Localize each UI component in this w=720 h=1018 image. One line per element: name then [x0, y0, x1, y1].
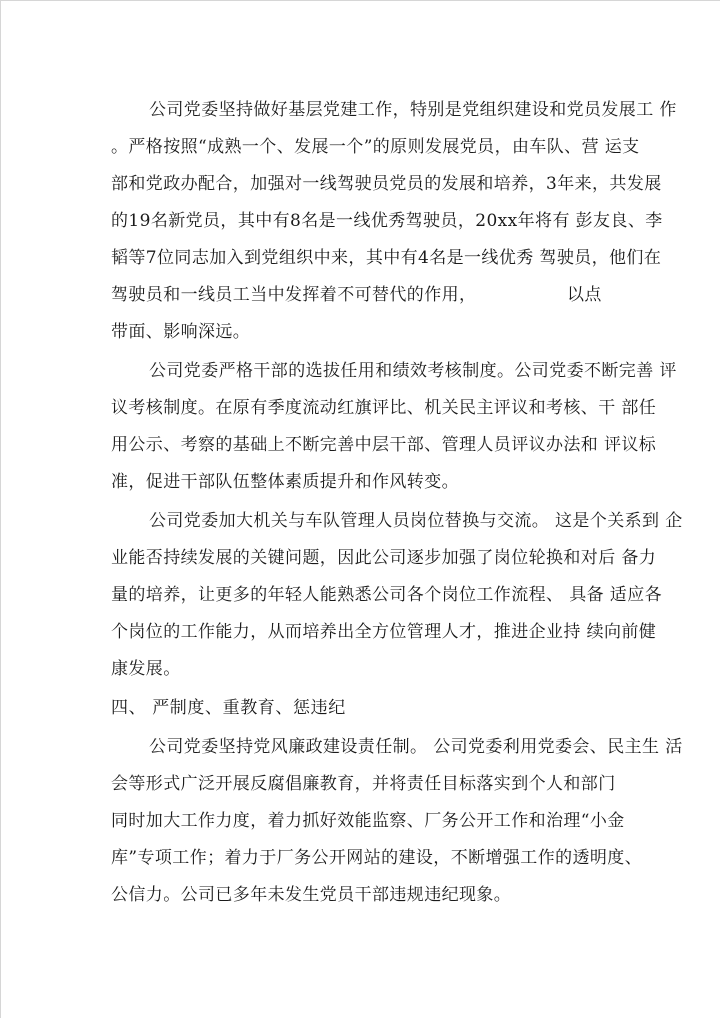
paragraph-line: 个岗位的工作能力，从而培养出全方位管理人才，推进企业持 续向前健	[111, 622, 657, 642]
paragraph-line: 公司党委加大机关与车队管理人员岗位替换与交流。 这是个关系到 企	[149, 511, 683, 531]
paragraph-line: 业能否持续发展的关键问题，因此公司逐步加强了岗位轮换和对后 备力	[111, 548, 657, 568]
paragraph-line: 议考核制度。在原有季度流动红旗评比、机关民主评议和考核、干 部任	[111, 398, 657, 418]
paragraph-line: 用公示、考察的基础上不断完善中层干部、管理人员评议办法和 评议标	[111, 435, 657, 455]
paragraph-line: 带面、影响深远。	[111, 322, 251, 342]
paragraph-line: 康发展。	[111, 659, 181, 679]
paragraph-line: 量的培养，让更多的年轻人能熟悉公司各个岗位工作流程、 具备 适应各	[111, 585, 663, 605]
paragraph-line: 同时加大工作力度，着力抓好效能监察、厂务公开工作和治理“小金	[111, 811, 625, 831]
paragraph-line: 。严格按照“成熟一个、发展一个”的原则发展党员，由车队、营 运支	[111, 137, 640, 157]
paragraph-line: 部和党政办配合，加强对一线驾驶员党员的发展和培养，3年来，共发展	[111, 174, 662, 194]
paragraph-line: 公司党委坚持做好基层党建工作，特别是党组织建设和党员发展工 作	[149, 100, 677, 120]
paragraph-line: 公司党委严格干部的选拔任用和绩效考核制度。公司党委不断完善 评	[149, 361, 677, 381]
paragraph-line: 公司党委坚持党风廉政建设责任制。 公司党委利用党委会、民主生 活	[149, 737, 683, 757]
paragraph-line: 驾驶员和一线员工当中发挥着不可替代的作用，	[111, 285, 477, 305]
paragraph-line: 库”专项工作；着力于厂务公开网站的建设，不断增强工作的透明度、	[111, 848, 643, 868]
paragraph-line: 准，促进干部队伍整体素质提升和作风转变。	[111, 472, 459, 492]
paragraph-line: 以点	[567, 285, 602, 305]
paragraph-line: 韬等7位同志加入到党组织中来，其中有4名是一线优秀 驾驶员，他们在	[111, 248, 662, 268]
section-heading: 四、 严制度、重教育、惩违纪	[111, 698, 346, 718]
paragraph-line: 公信力。公司已多年未发生党员干部违规违纪现象。	[111, 885, 512, 905]
paragraph-line: 会等形式广泛开展反腐倡廉教育，并将责任目标落实到个人和部门	[111, 774, 616, 794]
paragraph-line: 的19名新党员，其中有8名是一线优秀驾驶员，20xx年将有 彭友良、李	[111, 211, 663, 231]
